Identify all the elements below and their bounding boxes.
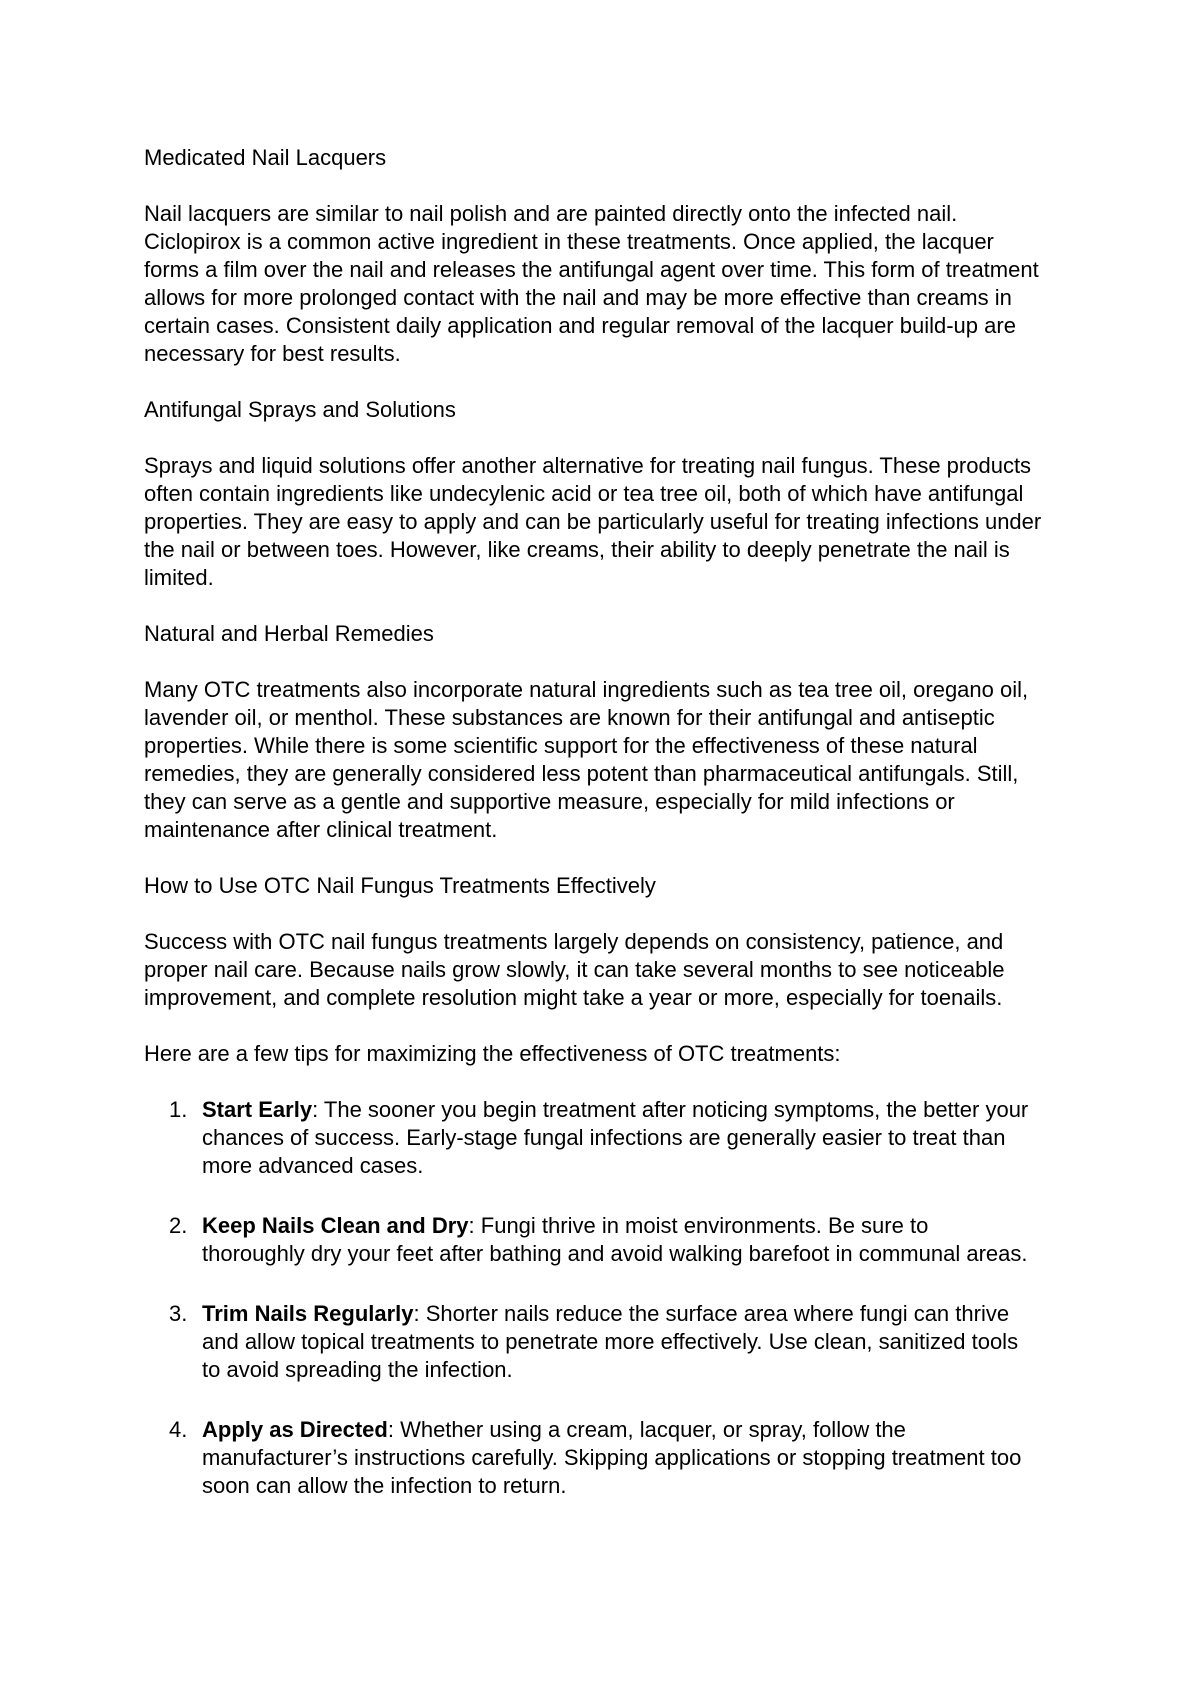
list-item-rest: : Fungi thrive in moist environments. Be sure to thoroughly dry your feet after bathing and avoid walking barefoot in communal areas. <box>202 1213 1028 1266</box>
list-item-lead: Start Early <box>202 1097 313 1122</box>
section-heading-medicated-nail-lacquers: Medicated Nail Lacquers <box>144 145 387 170</box>
list-item-keep-nails-clean-dry <box>144 1212 1054 1268</box>
list-item-lead: Apply as Directed <box>202 1417 388 1442</box>
list-item-lead: Trim Nails Regularly <box>202 1301 414 1326</box>
list-item-text <box>202 1212 1035 1268</box>
list-item-rest: : The sooner you begin treatment after noticing symptoms, the better your chances of success. Early-stage fungal infections are generally easier to treat than more advanced cases. <box>202 1097 1029 1178</box>
paragraph-medicated-nail-lacquers: Nail lacquers are similar to nail polish and are painted directly onto the infected nail. Ciclopirox is a common active ingredient in these treatments. Once applied, the lacquer forms a film over the nail and releases the antifungal agent over time. This form of treatment allows for more prolonged contact with the nail and may be more effective than creams in certain cases. Consistent daily application and regular removal of the lacquer build-up are necessary for best results. <box>144 201 1039 366</box>
paragraph-how-to-use-otc-treatments: Success with OTC nail fungus treatments largely depends on consistency, patience, and proper nail care. Because nails grow slowly, it can take several months to see noticeable improvement, and complete resolution might take a year or more, especially for toenails. <box>144 929 1005 1010</box>
tips-list <box>144 1096 1054 1500</box>
list-item-lead: Keep Nails Clean and Dry <box>202 1213 469 1238</box>
list-item-start-early <box>144 1096 1054 1180</box>
list-item-number: 1. <box>169 1097 188 1122</box>
list-item-text <box>202 1416 1035 1500</box>
list-item-text <box>202 1096 1035 1180</box>
list-item-trim-nails-regularly <box>144 1300 1054 1384</box>
list-item-rest: : Whether using a cream, lacquer, or spray, follow the manufacturer’s instructions carefully. Skipping applications or stopping treatment too soon can allow the infection to return. <box>202 1417 1022 1498</box>
paragraph-natural-herbal-remedies: Many OTC treatments also incorporate natural ingredients such as tea tree oil, oregano oil, lavender oil, or menthol. These substances are known for their antifungal and antiseptic properties. While there is some scientific support for the effectiveness of these natural remedies, they are generally considered less potent than pharmaceutical antifungals. Still, they can serve as a gentle and supportive measure, especially for mild infections or maintenance after clinical treatment. <box>144 677 1029 842</box>
paragraph-antifungal-sprays-solutions: Sprays and liquid solutions offer another alternative for treating nail fungus. These products often contain ingredients like undecylenic acid or tea tree oil, both of which have antifungal properties. They are easy to apply and can be particularly useful for treating infections under the nail or between toes. However, like creams, their ability to deeply penetrate the nail is limited. <box>144 453 1042 590</box>
list-item-number: 2. <box>169 1213 188 1238</box>
list-item-apply-as-directed <box>144 1416 1054 1500</box>
section-heading-how-to-use-otc-treatments: How to Use OTC Nail Fungus Treatments Effectively <box>144 873 656 898</box>
section-heading-antifungal-sprays-solutions: Antifungal Sprays and Solutions <box>144 397 456 422</box>
paragraph-tips-intro: Here are a few tips for maximizing the effectiveness of OTC treatments: <box>144 1041 841 1066</box>
list-item-number: 4. <box>169 1417 188 1442</box>
list-item-text <box>202 1300 1035 1384</box>
list-item-number: 3. <box>169 1301 188 1326</box>
list-item-rest: : Shorter nails reduce the surface area where fungi can thrive and allow topical treatments to penetrate more effectively. Use clean, sanitized tools to avoid spreading the infection. <box>202 1301 1019 1382</box>
section-heading-natural-herbal-remedies: Natural and Herbal Remedies <box>144 621 434 646</box>
